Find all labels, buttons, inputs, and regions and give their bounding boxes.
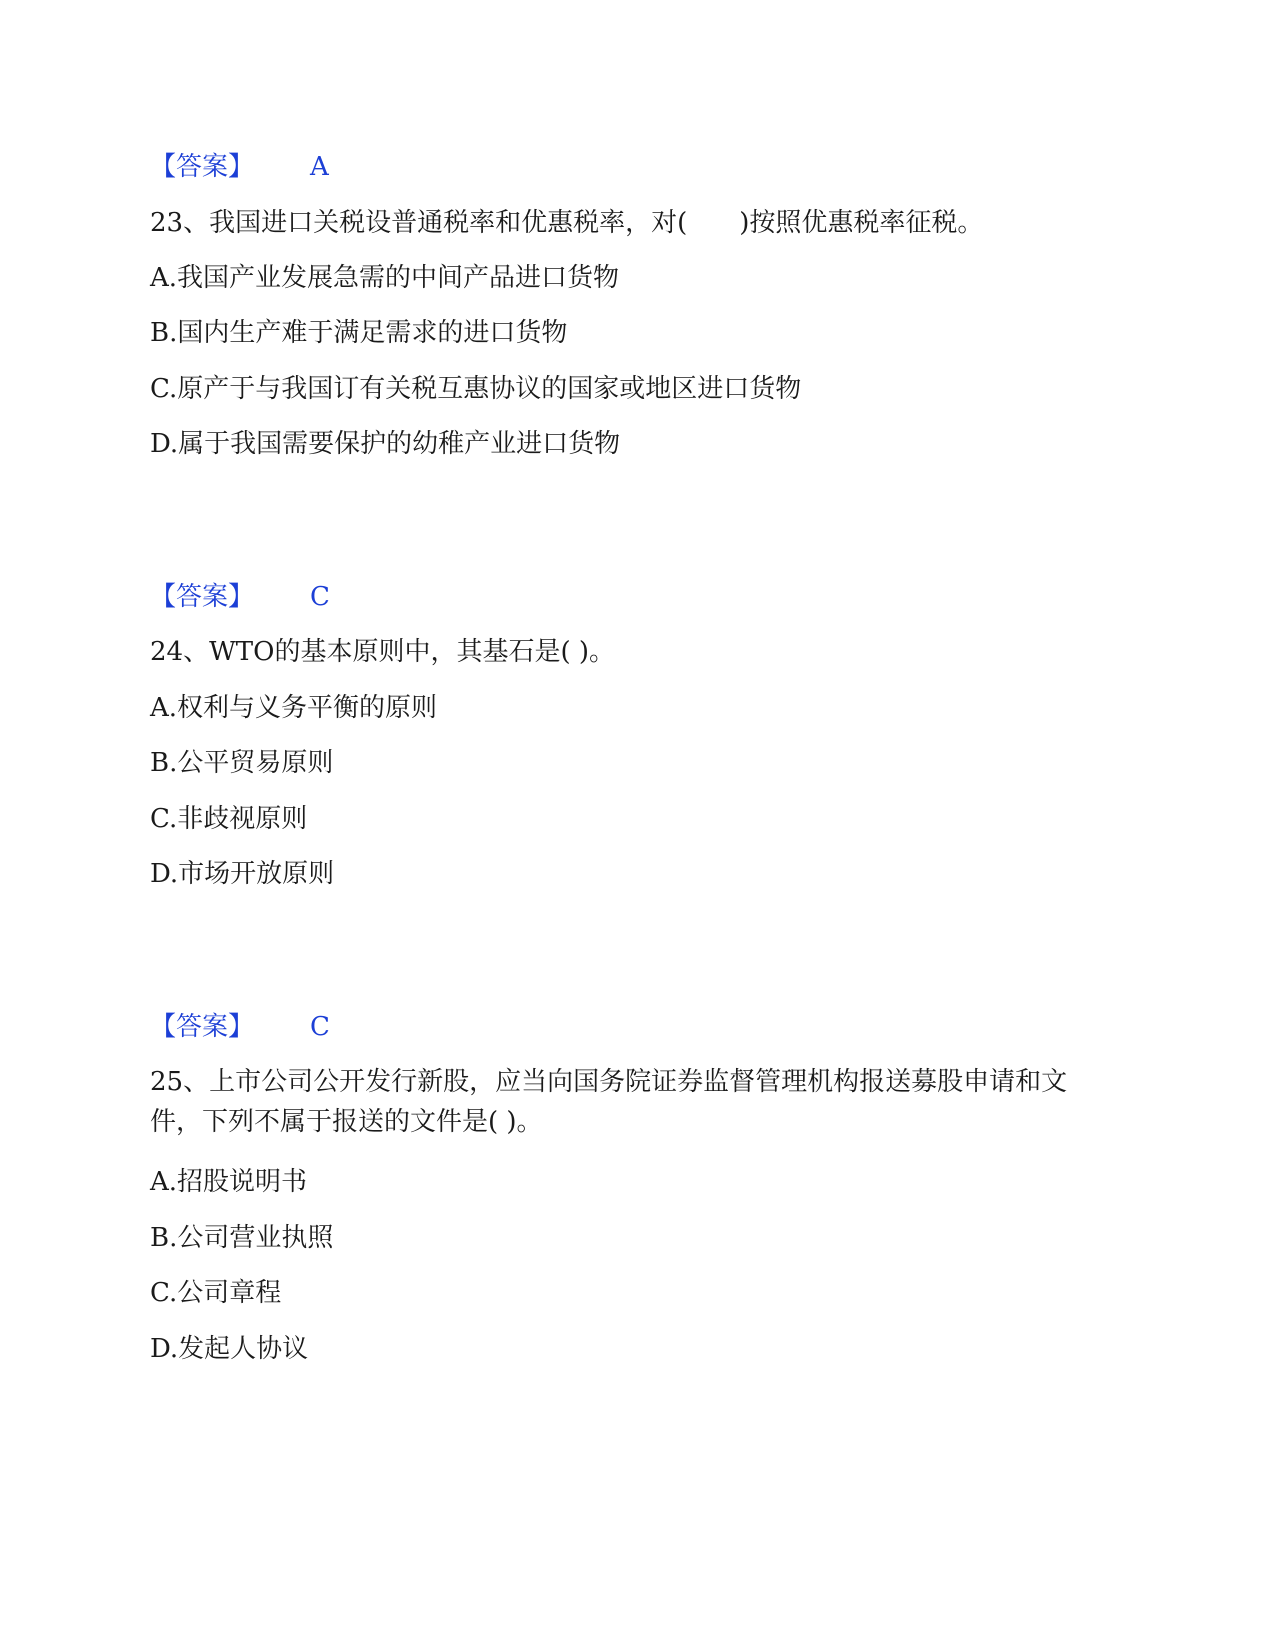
answer-label: 【答案】	[150, 1012, 255, 1042]
question-text: 25、上市公司公开发行新股，应当向国务院证券监督管理机构报送募股申请和文件，下列不属于报送的文件是( )。	[150, 1067, 1068, 1137]
answer-line	[150, 152, 329, 182]
option-c: C.公司章程	[150, 1278, 282, 1308]
option-a: A.招股说明书	[150, 1167, 308, 1197]
option-b: B.公司营业执照	[150, 1223, 334, 1253]
answer-value: C	[310, 1012, 330, 1042]
option-c: C.非歧视原则	[150, 804, 308, 834]
option-d: D.属于我国需要保护的幼稚产业进口货物	[150, 429, 621, 459]
option-d: D.发起人协议	[150, 1334, 309, 1364]
option-b: B.公平贸易原则	[150, 748, 334, 778]
option-b: B.国内生产难于满足需求的进口货物	[150, 318, 568, 348]
question-text: 24、WTO的基本原则中，其基石是( )。	[150, 637, 616, 667]
answer-label: 【答案】	[150, 152, 255, 182]
answer-value: A	[310, 152, 329, 182]
question-text: 23、我国进口关税设普通税率和优惠税率，对( )按照优惠税率征税。	[150, 208, 984, 238]
answer-value: C	[310, 582, 330, 612]
answer-label: 【答案】	[150, 582, 255, 612]
option-a: A.权利与义务平衡的原则	[150, 693, 438, 723]
answer-line	[150, 1012, 330, 1042]
option-d: D.市场开放原则	[150, 859, 335, 889]
option-c: C.原产于与我国订有关税互惠协议的国家或地区进口货物	[150, 374, 802, 404]
option-a: A.我国产业发展急需的中间产品进口货物	[150, 263, 620, 293]
answer-line	[150, 582, 330, 612]
